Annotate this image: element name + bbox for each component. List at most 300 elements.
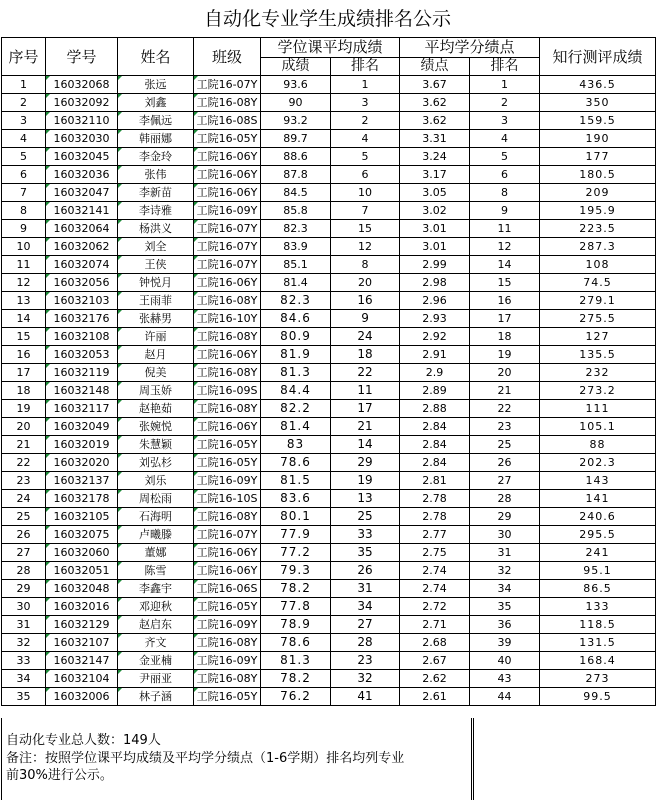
cell-name	[118, 436, 194, 454]
cell-name	[118, 112, 194, 130]
cell-student-id	[46, 382, 118, 400]
cell-gpa-rank	[470, 382, 540, 400]
cell-name-text: 金亚楠	[139, 654, 172, 667]
cell-evaluation-text: 195.9	[579, 204, 616, 217]
table-row	[2, 580, 656, 598]
cell-degree-score-text: 81.9	[280, 347, 311, 361]
cell-degree-score	[261, 490, 331, 508]
text-format-marker	[118, 202, 122, 206]
ranking-table	[1, 37, 656, 706]
cell-class-text: 工院16-06Y	[196, 564, 258, 577]
cell-class-text: 工院16-08Y	[196, 294, 258, 307]
note-line-1: 备注：按照学位课平均成绩及平均学分绩点（1-6学期）排名均列专业	[6, 751, 405, 766]
cell-student-id-text: 16032108	[53, 330, 110, 343]
text-format-marker	[194, 220, 198, 224]
cell-name	[118, 490, 194, 508]
cell-evaluation	[540, 76, 656, 94]
cell-evaluation-text: 202.3	[579, 456, 616, 469]
cell-student-id	[46, 544, 118, 562]
cell-gpa-rank	[470, 256, 540, 274]
cell-gpa-point-text: 3.67	[422, 78, 447, 91]
header-degree-score: 成绩	[261, 57, 331, 76]
cell-index-text: 23	[16, 474, 31, 487]
cell-index	[2, 166, 46, 184]
cell-student-id	[46, 256, 118, 274]
cell-gpa-rank	[470, 328, 540, 346]
cell-index-text: 3	[20, 114, 27, 127]
text-format-marker	[194, 472, 198, 476]
page-title: 自动化专业学生成绩排名公示	[203, 8, 451, 30]
header-index: 序号	[2, 38, 46, 76]
text-format-marker	[118, 688, 122, 692]
cell-student-id	[46, 688, 118, 706]
text-format-marker	[118, 130, 122, 134]
cell-student-id-text: 16032110	[53, 114, 110, 127]
cell-index	[2, 688, 46, 706]
cell-name	[118, 166, 194, 184]
text-format-marker	[118, 526, 122, 530]
cell-name-text: 齐文	[144, 636, 167, 649]
cell-gpa-rank	[470, 544, 540, 562]
cell-gpa-point-text: 2.81	[422, 474, 447, 487]
cell-gpa-point-text: 2.78	[422, 510, 447, 523]
cell-degree-score	[261, 292, 331, 310]
cell-gpa-rank-text: 22	[497, 402, 512, 415]
cell-evaluation	[540, 112, 656, 130]
cell-degree-rank-text: 31	[357, 581, 373, 595]
cell-gpa-point	[400, 598, 470, 616]
cell-student-id-text: 16032092	[53, 96, 110, 109]
cell-degree-rank	[331, 508, 400, 526]
cell-degree-score	[261, 508, 331, 526]
cell-degree-score	[261, 562, 331, 580]
table-row	[2, 94, 656, 112]
cell-class-text: 工院16-09Y	[196, 618, 258, 631]
cell-gpa-rank-text: 1	[501, 78, 509, 91]
table-row	[2, 148, 656, 166]
cell-index	[2, 274, 46, 292]
cell-index	[2, 256, 46, 274]
cell-degree-rank-text: 18	[357, 347, 373, 361]
cell-class-text: 工院16-08Y	[196, 636, 258, 649]
table-row	[2, 634, 656, 652]
cell-gpa-point-text: 2.9	[425, 366, 444, 379]
table-row	[2, 346, 656, 364]
cell-degree-score-text: 84.5	[283, 186, 308, 199]
cell-student-id-text: 16032053	[53, 348, 110, 361]
cell-class-text: 工院16-08Y	[196, 96, 258, 109]
cell-index	[2, 148, 46, 166]
cell-name	[118, 652, 194, 670]
cell-gpa-rank	[470, 616, 540, 634]
cell-student-id-text: 16032020	[53, 456, 110, 469]
cell-gpa-rank	[470, 184, 540, 202]
text-format-marker	[118, 454, 122, 458]
text-format-marker	[118, 148, 122, 152]
text-format-marker	[118, 580, 122, 584]
cell-index-text: 13	[16, 294, 31, 307]
table-row	[2, 238, 656, 256]
cell-gpa-rank	[470, 346, 540, 364]
cell-evaluation-text: 275.5	[579, 312, 616, 325]
text-format-marker	[194, 508, 198, 512]
cell-gpa-rank	[470, 238, 540, 256]
header-student-id: 学号	[46, 38, 118, 76]
cell-index-text: 21	[16, 438, 31, 451]
cell-class-text: 工院16-08Y	[196, 510, 258, 523]
cell-gpa-rank	[470, 130, 540, 148]
cell-degree-score-text: 83.9	[283, 240, 308, 253]
cell-evaluation-text: 241	[585, 546, 610, 559]
cell-student-id	[46, 526, 118, 544]
cell-evaluation	[540, 184, 656, 202]
cell-class	[194, 490, 261, 508]
cell-name	[118, 634, 194, 652]
table-row	[2, 220, 656, 238]
cell-degree-score-text: 93.2	[283, 114, 308, 127]
cell-degree-score-text: 81.3	[280, 653, 311, 667]
cell-student-id	[46, 436, 118, 454]
text-format-marker	[194, 688, 198, 692]
total-count: 自动化专业总人数：149人	[6, 733, 161, 748]
cell-gpa-rank-text: 4	[501, 132, 509, 145]
text-format-marker	[118, 418, 122, 422]
cell-gpa-rank-text: 31	[497, 546, 512, 559]
cell-class	[194, 598, 261, 616]
cell-degree-rank-text: 2	[361, 114, 369, 127]
text-format-marker	[118, 382, 122, 386]
cell-degree-score-text: 78.6	[280, 635, 311, 649]
cell-name-text: 刘全	[144, 240, 167, 253]
cell-gpa-point	[400, 364, 470, 382]
cell-class-text: 工院16-06Y	[196, 150, 258, 163]
cell-index-text: 26	[16, 528, 31, 541]
cell-gpa-rank-text: 17	[497, 312, 512, 325]
cell-student-id	[46, 598, 118, 616]
text-format-marker	[118, 256, 122, 260]
cell-gpa-point	[400, 688, 470, 706]
cell-name-text: 赵启东	[139, 618, 172, 631]
cell-name-text: 周玉娇	[139, 384, 172, 397]
cell-gpa-rank-text: 19	[497, 348, 512, 361]
cell-student-id	[46, 616, 118, 634]
cell-index-text: 1	[20, 78, 27, 91]
cell-degree-rank-text: 35	[357, 545, 373, 559]
cell-index	[2, 202, 46, 220]
cell-degree-rank	[331, 616, 400, 634]
cell-name	[118, 238, 194, 256]
cell-gpa-point-text: 2.77	[422, 528, 447, 541]
cell-index-text: 5	[20, 150, 27, 163]
text-format-marker	[46, 508, 50, 512]
table-row	[2, 112, 656, 130]
cell-class	[194, 346, 261, 364]
cell-class-text: 工院16-08Y	[196, 402, 258, 415]
cell-class-text: 工院16-09Y	[196, 204, 258, 217]
text-format-marker	[46, 364, 50, 368]
cell-index	[2, 112, 46, 130]
table-row	[2, 598, 656, 616]
cell-evaluation	[540, 526, 656, 544]
cell-name-text: 刘乐	[144, 474, 167, 487]
text-format-marker	[194, 184, 198, 188]
cell-evaluation	[540, 328, 656, 346]
cell-gpa-rank-text: 39	[497, 636, 512, 649]
text-format-marker	[194, 418, 198, 422]
cell-class-text: 工院16-07Y	[196, 258, 258, 271]
cell-gpa-point	[400, 256, 470, 274]
cell-degree-rank	[331, 76, 400, 94]
cell-name	[118, 292, 194, 310]
text-format-marker	[46, 580, 50, 584]
text-format-marker	[118, 94, 122, 98]
cell-evaluation-text: 295.5	[579, 528, 616, 541]
cell-class	[194, 148, 261, 166]
cell-degree-score	[261, 220, 331, 238]
cell-evaluation-text: 95.1	[583, 564, 612, 577]
cell-gpa-point-text: 2.84	[422, 456, 447, 469]
cell-gpa-rank	[470, 670, 540, 688]
text-format-marker	[46, 598, 50, 602]
cell-student-id-text: 16032176	[53, 312, 110, 325]
cell-degree-rank-text: 21	[357, 419, 373, 433]
cell-student-id	[46, 670, 118, 688]
header-name: 姓名	[118, 38, 194, 76]
cell-degree-score	[261, 274, 331, 292]
cell-class	[194, 112, 261, 130]
cell-degree-rank	[331, 292, 400, 310]
text-format-marker	[46, 382, 50, 386]
cell-gpa-point-text: 2.75	[422, 546, 447, 559]
cell-class	[194, 418, 261, 436]
cell-degree-score	[261, 328, 331, 346]
cell-name-text: 李鑫宇	[139, 582, 172, 595]
cell-class	[194, 544, 261, 562]
cell-class	[194, 616, 261, 634]
text-format-marker	[46, 220, 50, 224]
cell-evaluation-text: 273	[585, 672, 610, 685]
text-format-marker	[118, 220, 122, 224]
text-format-marker	[46, 256, 50, 260]
cell-evaluation-text: 127	[585, 330, 610, 343]
header-degree-rank: 排名	[331, 57, 400, 76]
cell-evaluation	[540, 292, 656, 310]
cell-class-text: 工院16-09Y	[196, 474, 258, 487]
cell-degree-rank	[331, 148, 400, 166]
cell-gpa-point-text: 2.74	[422, 582, 447, 595]
cell-gpa-rank	[470, 76, 540, 94]
table-row	[2, 526, 656, 544]
cell-gpa-point-text: 3.24	[422, 150, 447, 163]
cell-student-id-text: 16032075	[53, 528, 110, 541]
cell-degree-rank	[331, 382, 400, 400]
text-format-marker	[46, 454, 50, 458]
cell-evaluation	[540, 94, 656, 112]
cell-student-id-text: 16032141	[53, 204, 110, 217]
cell-name	[118, 616, 194, 634]
cell-evaluation	[540, 508, 656, 526]
cell-evaluation	[540, 220, 656, 238]
cell-evaluation-text: 143	[585, 474, 610, 487]
cell-degree-rank-text: 7	[361, 204, 369, 217]
header-class: 班级	[194, 38, 261, 76]
text-format-marker	[118, 292, 122, 296]
cell-name	[118, 688, 194, 706]
cell-index-text: 22	[16, 456, 31, 469]
cell-class-text: 工院16-07Y	[196, 528, 258, 541]
cell-index	[2, 490, 46, 508]
cell-gpa-rank	[470, 472, 540, 490]
cell-degree-rank-text: 11	[357, 383, 373, 397]
cell-degree-rank-text: 10	[358, 186, 372, 199]
cell-evaluation	[540, 562, 656, 580]
cell-gpa-point-text: 3.01	[422, 222, 447, 235]
cell-gpa-rank-text: 12	[497, 240, 512, 253]
cell-class	[194, 436, 261, 454]
cell-degree-rank-text: 13	[357, 491, 373, 505]
text-format-marker	[46, 418, 50, 422]
cell-gpa-point	[400, 76, 470, 94]
cell-index	[2, 346, 46, 364]
text-format-marker	[118, 184, 122, 188]
text-format-marker	[46, 148, 50, 152]
cell-degree-rank-text: 25	[357, 509, 373, 523]
cell-index	[2, 598, 46, 616]
cell-name-text: 朱慧颖	[139, 438, 172, 451]
cell-evaluation-text: 209	[585, 186, 610, 199]
text-format-marker	[46, 130, 50, 134]
cell-gpa-rank-text: 18	[497, 330, 512, 343]
cell-gpa-rank	[470, 310, 540, 328]
cell-name-text: 杨洪义	[139, 222, 172, 235]
cell-index-text: 6	[20, 168, 27, 181]
cell-class-text: 工院16-06Y	[196, 348, 258, 361]
cell-evaluation	[540, 382, 656, 400]
cell-gpa-point	[400, 310, 470, 328]
cell-evaluation	[540, 436, 656, 454]
cell-degree-score	[261, 94, 331, 112]
cell-gpa-rank	[470, 652, 540, 670]
cell-index	[2, 454, 46, 472]
cell-evaluation-text: 74.5	[583, 276, 612, 289]
cell-gpa-point	[400, 454, 470, 472]
cell-gpa-point	[400, 130, 470, 148]
table-row	[2, 256, 656, 274]
cell-gpa-point-text: 3.01	[422, 240, 447, 253]
cell-class-text: 工院16-08S	[196, 114, 258, 127]
cell-student-id-text: 16032006	[53, 690, 110, 703]
cell-gpa-rank-text: 43	[497, 672, 512, 685]
cell-student-id-text: 16032036	[53, 168, 110, 181]
cell-gpa-point-text: 3.05	[422, 186, 447, 199]
cell-student-id	[46, 94, 118, 112]
cell-gpa-point	[400, 508, 470, 526]
cell-name-text: 尹丽亚	[139, 672, 172, 685]
text-format-marker	[194, 598, 198, 602]
cell-student-id	[46, 130, 118, 148]
cell-class	[194, 652, 261, 670]
cell-degree-rank-text: 9	[361, 311, 369, 325]
cell-gpa-rank-text: 29	[497, 510, 512, 523]
cell-gpa-rank-text: 9	[501, 204, 509, 217]
cell-evaluation-text: 135.5	[579, 348, 616, 361]
cell-gpa-point	[400, 418, 470, 436]
text-format-marker	[118, 652, 122, 656]
table-row	[2, 130, 656, 148]
cell-degree-score	[261, 616, 331, 634]
cell-index	[2, 328, 46, 346]
cell-index-text: 34	[16, 672, 31, 685]
cell-gpa-rank	[470, 580, 540, 598]
cell-degree-score	[261, 166, 331, 184]
cell-degree-score-text: 84.6	[280, 311, 311, 325]
cell-gpa-point-text: 2.96	[422, 294, 447, 307]
text-format-marker	[46, 544, 50, 548]
table-row	[2, 310, 656, 328]
cell-evaluation	[540, 346, 656, 364]
cell-student-id	[46, 292, 118, 310]
cell-degree-rank-text: 23	[357, 653, 373, 667]
cell-degree-rank-text: 20	[358, 276, 372, 289]
cell-student-id-text: 16032049	[53, 420, 110, 433]
cell-class-text: 工院16-06Y	[196, 168, 258, 181]
text-format-marker	[194, 436, 198, 440]
cell-degree-score	[261, 310, 331, 328]
cell-name-text: 赵月	[144, 348, 167, 361]
cell-index	[2, 400, 46, 418]
cell-degree-rank	[331, 310, 400, 328]
cell-degree-score-text: 80.1	[280, 509, 311, 523]
cell-student-id-text: 16032047	[53, 186, 110, 199]
cell-name-text: 韩丽娜	[139, 132, 172, 145]
cell-class	[194, 508, 261, 526]
cell-gpa-point	[400, 670, 470, 688]
cell-gpa-point	[400, 580, 470, 598]
cell-degree-score-text: 81.3	[280, 365, 311, 379]
cell-degree-rank	[331, 544, 400, 562]
table-row	[2, 292, 656, 310]
cell-evaluation	[540, 418, 656, 436]
cell-student-id-text: 16032103	[53, 294, 110, 307]
cell-class	[194, 130, 261, 148]
cell-index	[2, 670, 46, 688]
cell-class	[194, 202, 261, 220]
cell-index-text: 2	[20, 96, 27, 109]
cell-gpa-point	[400, 238, 470, 256]
cell-index	[2, 526, 46, 544]
table-row	[2, 274, 656, 292]
cell-degree-rank-text: 34	[357, 599, 373, 613]
table-row	[2, 418, 656, 436]
cell-degree-rank	[331, 346, 400, 364]
cell-name-text: 张婉悦	[139, 420, 172, 433]
cell-degree-score-text: 83	[286, 437, 305, 451]
cell-gpa-rank	[470, 148, 540, 166]
cell-name-text: 李新苗	[139, 186, 172, 199]
cell-student-id-text: 16032137	[53, 474, 110, 487]
cell-gpa-rank-text: 3	[501, 114, 509, 127]
cell-index	[2, 94, 46, 112]
cell-class	[194, 526, 261, 544]
cell-degree-rank	[331, 418, 400, 436]
cell-degree-rank-text: 24	[357, 329, 373, 343]
text-format-marker	[194, 526, 198, 530]
cell-degree-rank-text: 27	[357, 617, 373, 631]
cell-degree-rank	[331, 562, 400, 580]
table-row	[2, 328, 656, 346]
cell-gpa-point-text: 2.72	[422, 600, 447, 613]
cell-student-id	[46, 364, 118, 382]
